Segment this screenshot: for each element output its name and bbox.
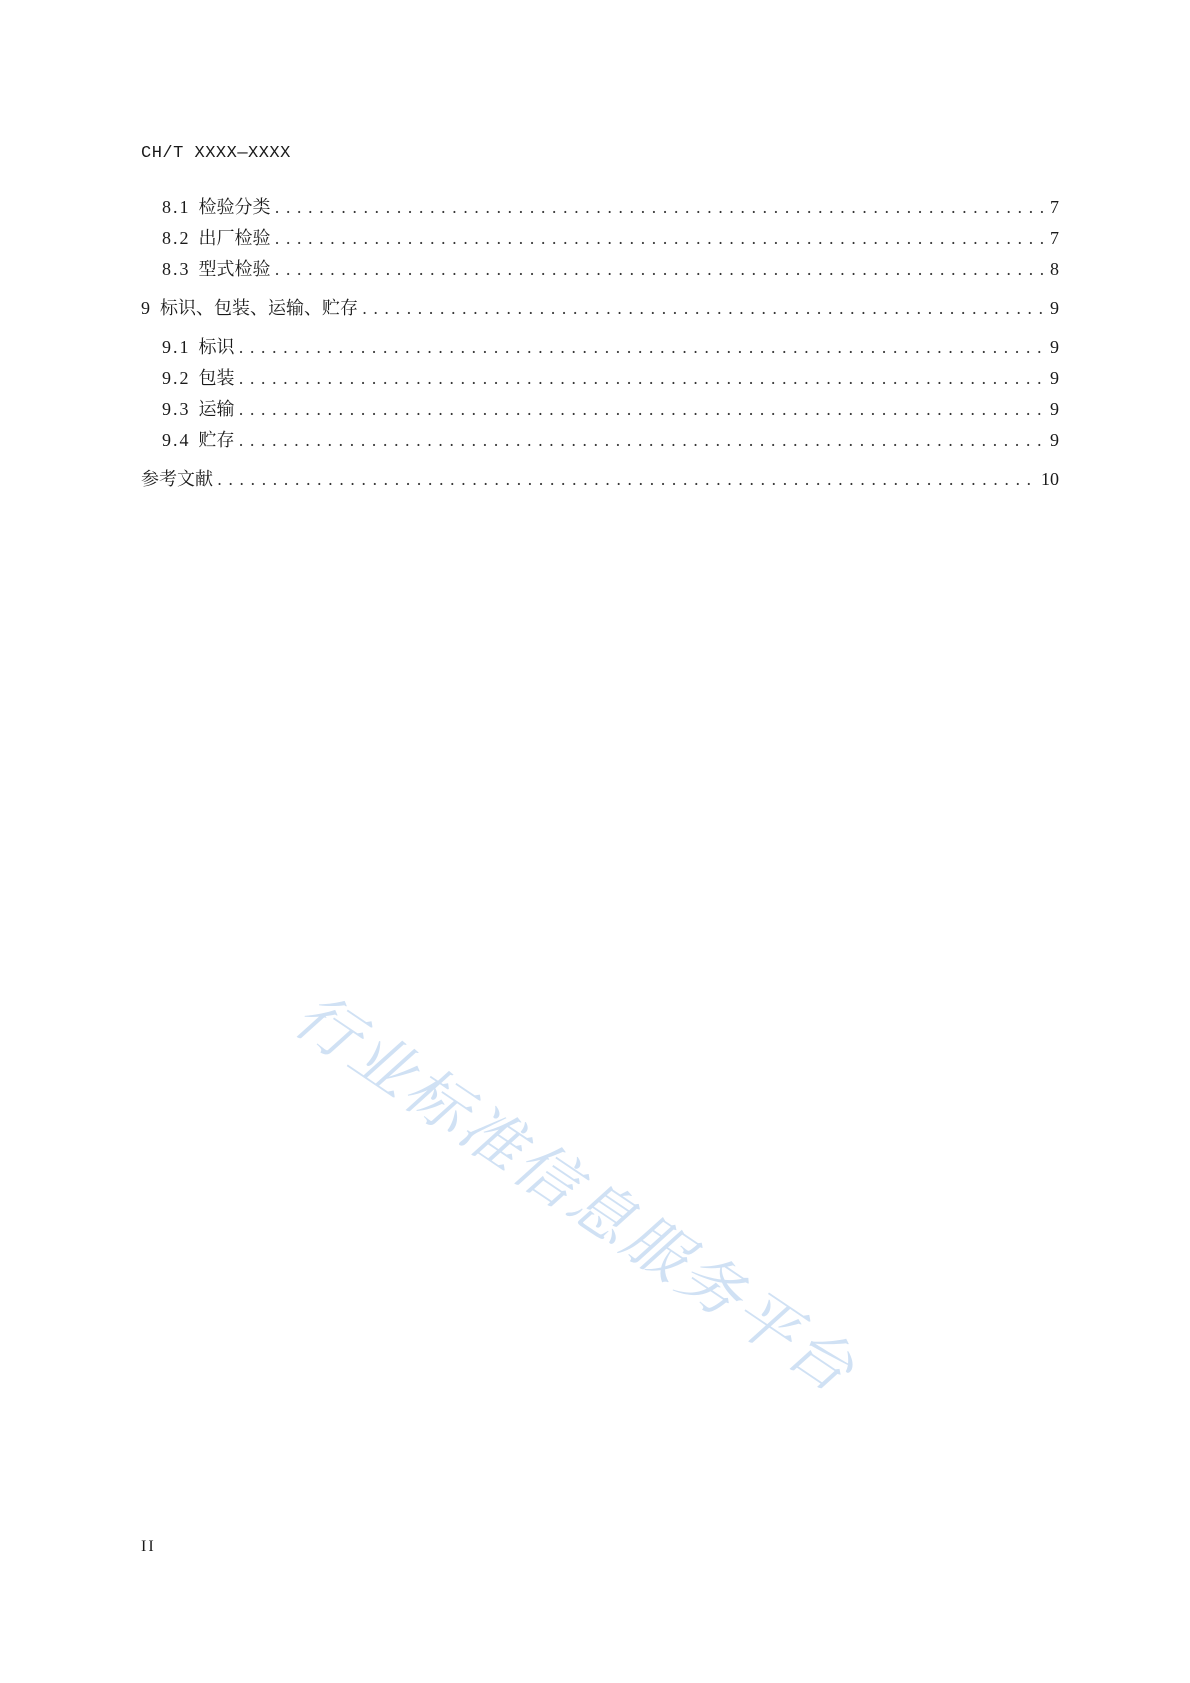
toc-entry-label [162, 195, 275, 220]
toc-entry-page: 7 [1050, 197, 1059, 217]
toc-entry-number: 9.4 [162, 430, 191, 450]
toc-entry-label [141, 296, 362, 321]
toc-entry-page: 8 [1050, 259, 1059, 279]
toc-entry-title: 型式检验 [198, 259, 271, 280]
toc-entry-number: 8.3 [162, 259, 191, 279]
toc-entry-page: 7 [1050, 228, 1059, 248]
toc-entry-label [162, 226, 275, 251]
toc-entry-8-1[interactable] [162, 195, 1059, 220]
toc-entry-references[interactable] [141, 467, 1059, 492]
toc-entry-title: 出厂检验 [198, 228, 271, 249]
toc-entry-title: 运输 [198, 399, 235, 420]
toc-entry-label [162, 428, 239, 453]
toc-leader-dots [239, 336, 1047, 360]
toc-entry-page: 10 [1041, 469, 1059, 489]
toc-leader-dots [362, 297, 1046, 321]
toc-leader-dots [275, 258, 1047, 282]
toc-entry-title: 标识、包装、运输、贮存 [160, 298, 358, 319]
toc-entry-9-2[interactable] [162, 366, 1059, 391]
toc-entry-page: 9 [1050, 298, 1059, 318]
toc-entry-page: 9 [1050, 430, 1059, 450]
toc-entry-title: 包装 [198, 368, 235, 389]
toc-leader-dots [239, 429, 1047, 453]
toc-leader-dots [239, 398, 1047, 422]
page-header: CH/T XXXX—XXXX [141, 144, 291, 163]
toc-entry-label [162, 397, 239, 422]
toc-entry-9[interactable] [141, 296, 1059, 321]
toc-entry-number: 8.2 [162, 228, 191, 248]
toc-entry-9-3[interactable] [162, 397, 1059, 422]
watermark: 行业标准信息服务平台 [281, 978, 870, 1408]
toc-entry-page: 9 [1050, 399, 1059, 419]
toc-leader-dots [275, 196, 1047, 220]
toc-entry-number: 9.2 [162, 368, 191, 388]
toc-entry-label [162, 257, 275, 282]
toc-entry-8-2[interactable] [162, 226, 1059, 251]
toc-entry-page: 9 [1050, 337, 1059, 357]
toc-entry-label [162, 366, 239, 391]
toc-entry-label [141, 468, 217, 492]
toc-leader-dots [239, 367, 1047, 391]
toc-leader-dots [217, 468, 1037, 492]
toc-entry-number: 9.1 [162, 337, 191, 357]
toc-entry-9-4[interactable] [162, 428, 1059, 453]
toc-entry-number: 9 [141, 298, 152, 318]
toc-entry-number: 9.3 [162, 399, 191, 419]
toc-entry-9-1[interactable] [162, 335, 1059, 360]
toc-entry-label [162, 335, 239, 360]
toc-entry-title: 贮存 [198, 430, 235, 451]
toc-entry-title: 检验分类 [198, 197, 271, 218]
page-number: II [141, 1538, 156, 1555]
toc-leader-dots [275, 227, 1047, 251]
toc-entry-8-3[interactable] [162, 257, 1059, 282]
toc-entry-title: 标识 [198, 337, 235, 358]
table-of-contents [0, 0, 1190, 520]
toc-entry-number: 8.1 [162, 197, 191, 217]
toc-entry-page: 9 [1050, 368, 1059, 388]
toc-entry-title: 参考文献 [141, 469, 213, 490]
